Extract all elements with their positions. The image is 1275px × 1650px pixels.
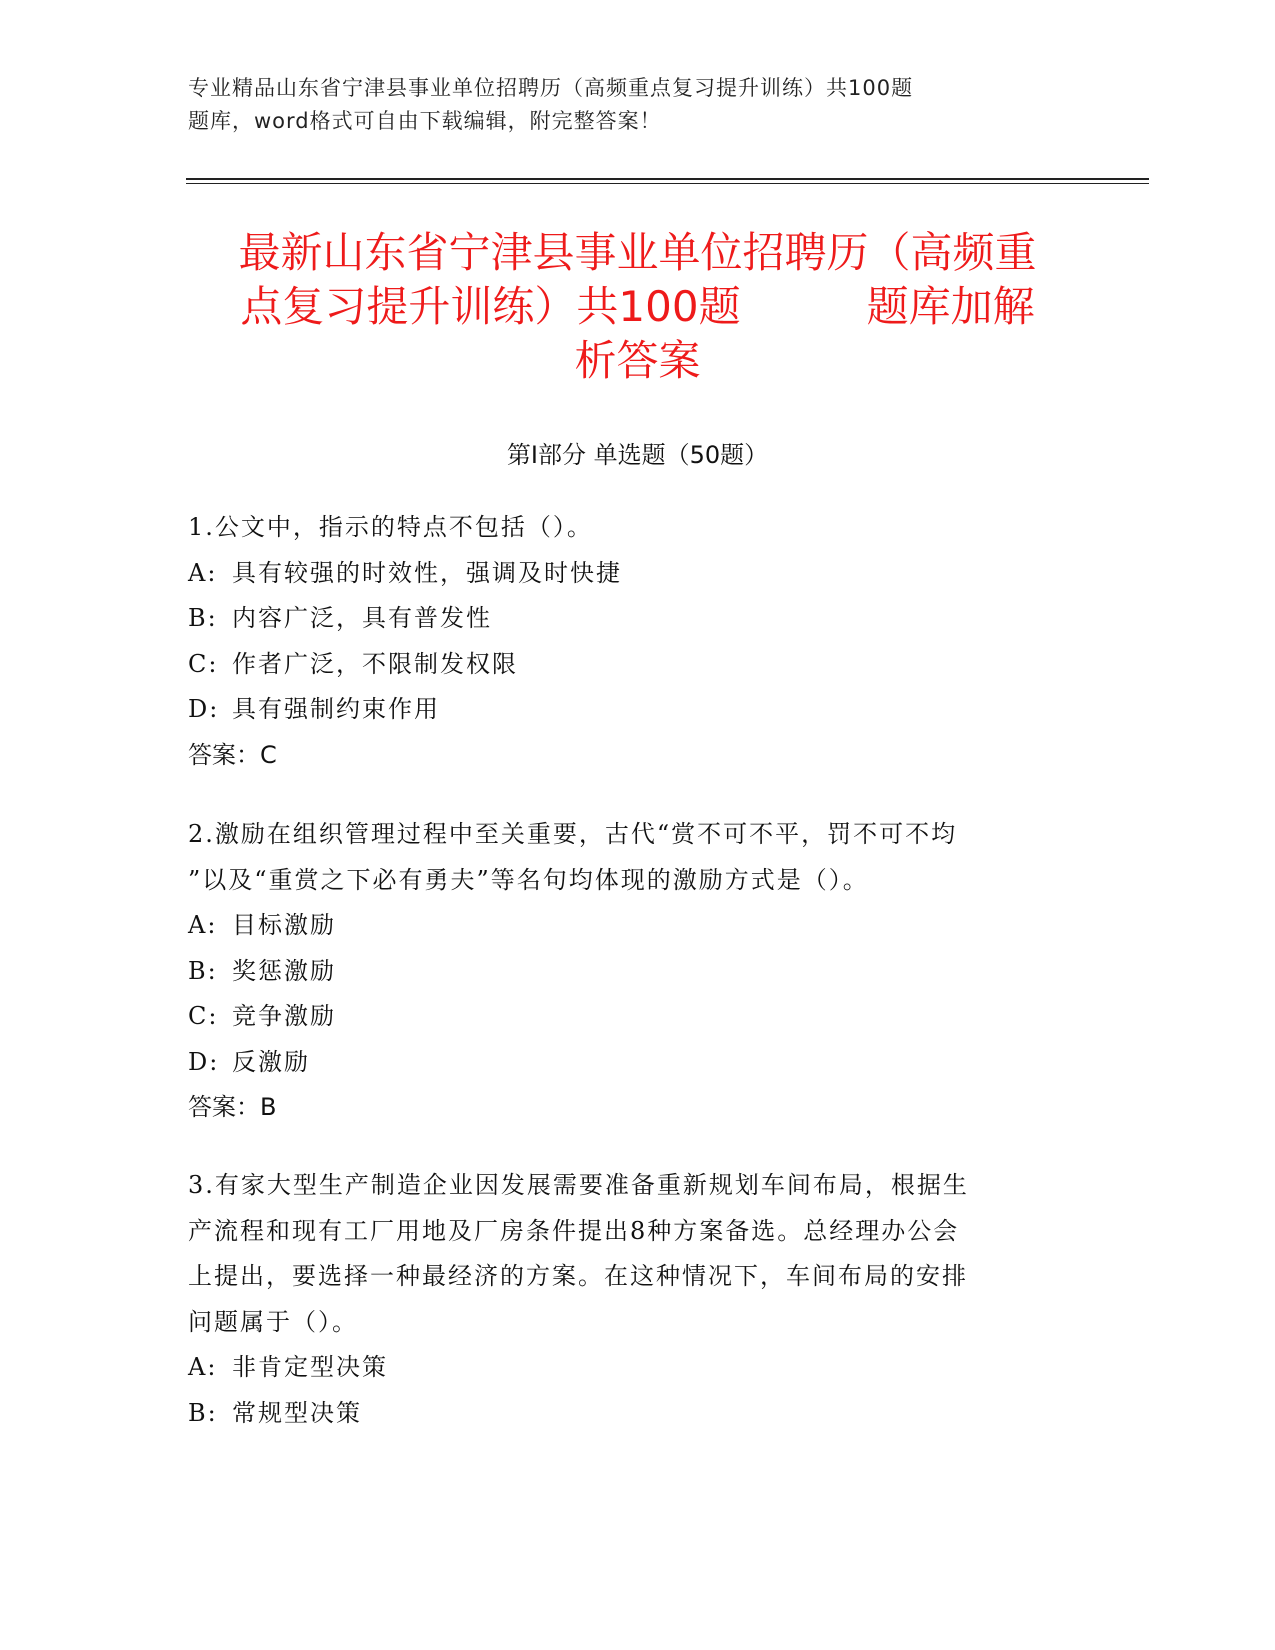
- question-2-option-c: [188, 994, 1088, 1040]
- header-line-1: 专业精品山东省宁津县事业单位招聘历（高频重点复习提升训练）共100题: [188, 76, 914, 100]
- title-line-3: 析答案: [574, 336, 701, 385]
- question-1: [188, 505, 1088, 778]
- question-3-text-line-4: 问题属于（）。: [188, 1307, 358, 1336]
- option-letter: D:: [188, 695, 220, 723]
- option-text: 目标激励: [232, 911, 336, 939]
- question-2: [188, 812, 1088, 1131]
- section-heading: 第Ⅰ部分 单选题（50题）: [506, 441, 769, 469]
- option-text: 具有强制约束作用: [232, 695, 440, 723]
- option-letter: A:: [188, 1353, 218, 1381]
- option-letter: D:: [188, 1047, 220, 1076]
- option-letter: B:: [188, 604, 218, 632]
- title-line-1: 最新山东省宁津县事业单位招聘历（高频重: [238, 228, 1037, 277]
- option-text: 内容广泛，具有普发性: [232, 604, 492, 632]
- option-text: 作者广泛，不限制发权限: [232, 649, 518, 678]
- question-1-answer: 答案：C: [188, 740, 277, 769]
- question-1-option-d: [188, 687, 1088, 733]
- question-3-text-line-1: 3.有家大型生产制造企业因发展需要准备重新规划车间布局，根据生: [188, 1171, 969, 1199]
- question-3-text-line-2: 产流程和现有工厂用地及厂房条件提出8种方案备选。总经理办公会: [188, 1216, 960, 1245]
- option-text: 常规型决策: [232, 1398, 362, 1427]
- question-1-text: 1.公文中，指示的特点不包括（）。: [188, 513, 593, 541]
- option-text: 具有较强的时效性，强调及时快捷: [232, 558, 622, 587]
- document-header: [188, 72, 1088, 138]
- question-3-option-b: [188, 1391, 1088, 1437]
- option-text: 非肯定型决策: [232, 1353, 388, 1381]
- option-text: 奖惩激励: [232, 956, 336, 985]
- question-2-option-a: [188, 903, 1088, 949]
- option-text: 竞争激励: [232, 1002, 336, 1030]
- option-letter: A:: [188, 558, 218, 587]
- header-divider-thick: [186, 178, 1149, 180]
- option-letter: B:: [188, 956, 218, 985]
- question-1-option-b: [188, 596, 1088, 642]
- header-divider-thin: [186, 183, 1149, 184]
- question-3: [188, 1163, 1088, 1436]
- question-2-answer: 答案：B: [188, 1093, 277, 1121]
- question-3-text-line-3: 上提出，要选择一种最经济的方案。在这种情况下，车间布局的安排: [188, 1262, 968, 1290]
- option-text: 反激励: [232, 1047, 310, 1076]
- header-line-2: 题库，word格式可自由下载编辑，附完整答案！: [188, 109, 662, 133]
- question-2-text-line-2: ”以及“重赏之下必有勇夫”等名句均体现的激励方式是（）。: [188, 865, 869, 894]
- question-1-option-a: [188, 551, 1088, 597]
- option-letter: C:: [188, 1002, 219, 1030]
- option-letter: A:: [188, 911, 218, 939]
- question-2-text-line-1: 2.激励在组织管理过程中至关重要，古代“赏不可不平，罚不可不均: [188, 820, 958, 848]
- question-3-option-a: [188, 1345, 1088, 1391]
- title-line-2: 点复习提升训练）共100题 题库加解: [240, 282, 1035, 331]
- question-2-option-d: [188, 1040, 1088, 1086]
- document-title: [190, 226, 1085, 388]
- question-1-option-c: [188, 642, 1088, 688]
- option-letter: B:: [188, 1398, 218, 1427]
- option-letter: C:: [188, 649, 219, 678]
- question-2-option-b: [188, 949, 1088, 995]
